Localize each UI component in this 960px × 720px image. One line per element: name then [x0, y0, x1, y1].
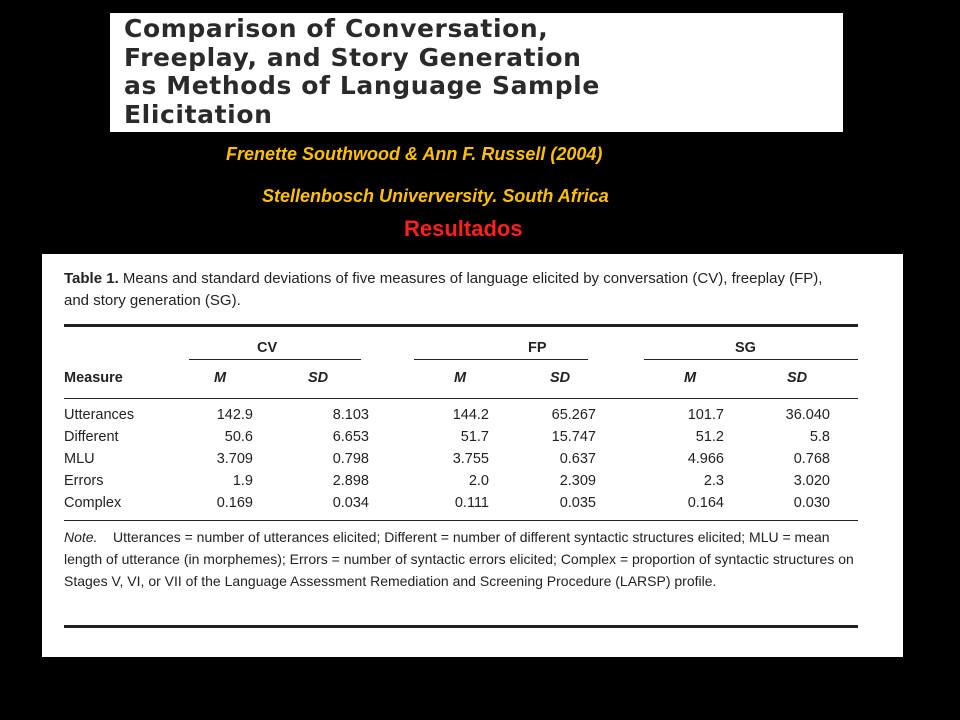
table-caption-label: Table 1.	[64, 270, 119, 287]
table-cell: 3.755	[452, 451, 489, 467]
title-line: Elicitation	[124, 99, 273, 129]
table-cell: 0.768	[793, 451, 830, 467]
row-measure: MLU	[64, 451, 95, 467]
table-cell: 0.164	[687, 495, 724, 511]
table-cell: 8.103	[332, 407, 369, 423]
body-bottom-rule	[64, 520, 858, 521]
subheader-sd: SD	[308, 370, 329, 386]
table-cell: 0.798	[332, 451, 369, 467]
table-cell: 0.637	[559, 451, 596, 467]
table-note-text: Utterances = number of utterances elicited; Different = number of different syntactic structures elicited; MLU = mean length of utterance (in morphemes); Errors = number of syntactic errors elicited; Complex = proportion of syntactic structures on Stages V, VI, or VII of the Language Assessment Remediation and Screening Procedure (LARSP) profile.	[64, 529, 854, 589]
table-note	[64, 526, 864, 592]
table-cell: 142.9	[216, 407, 253, 423]
section-title: Resultados	[404, 216, 523, 241]
title-line: as Methods of Language Sample	[124, 71, 600, 100]
group-rule-sg	[644, 359, 858, 360]
table-caption-text: Means and standard deviations of five measures of language elicited by conversation (CV), freeplay (FP), and story generation (SG).	[64, 270, 823, 309]
row-measure: Complex	[64, 495, 122, 511]
group-rule-cv	[189, 359, 361, 360]
table-cell: 50.6	[224, 429, 253, 445]
subheader-m: M	[214, 370, 227, 386]
table-bottom-rule	[64, 625, 858, 628]
row-measure: Utterances	[64, 407, 135, 423]
measure-header: Measure	[64, 370, 123, 386]
table-cell: 0.169	[216, 495, 253, 511]
table-cell: 2.0	[468, 473, 489, 489]
table-cell: 3.020	[793, 473, 830, 489]
subheader-m: M	[684, 370, 697, 386]
subheader-sd: SD	[550, 370, 571, 386]
subheader-m: M	[454, 370, 467, 386]
table-cell: 144.2	[452, 407, 489, 423]
table-cell: 0.111	[454, 495, 489, 511]
results-table	[42, 254, 903, 657]
table-cell: 6.653	[332, 429, 369, 445]
table-cell: 101.7	[687, 407, 724, 423]
title-line: Freeplay, and Story Generation	[124, 42, 582, 72]
group-header-sg: SG	[735, 340, 756, 356]
table-cell: 4.966	[687, 451, 724, 467]
authors: Frenette Southwood & Ann F. Russell (2004)	[226, 144, 603, 164]
header-rule	[64, 398, 858, 399]
row-measure: Errors	[64, 473, 104, 489]
table-cell: 2.309	[559, 473, 596, 489]
university: Stellenbosch Univerversity. South Africa	[262, 186, 609, 206]
group-header-cv: CV	[257, 340, 278, 356]
table-cell: 15.747	[551, 429, 596, 445]
table-cell: 0.035	[559, 495, 596, 511]
table-cell: 65.267	[551, 407, 596, 423]
table-note-label: Note.	[64, 529, 98, 545]
table-cell: 2.3	[703, 473, 724, 489]
title-line: Comparison of Conversation,	[124, 14, 549, 43]
table-caption	[64, 268, 844, 312]
row-measure: Different	[64, 429, 119, 445]
subheader-sd: SD	[787, 370, 808, 386]
group-rule-fp	[414, 359, 588, 360]
table-cell: 51.2	[695, 429, 724, 445]
table-cell: 36.040	[785, 407, 830, 423]
table-cell: 2.898	[332, 473, 369, 489]
table-cell: 1.9	[232, 473, 253, 489]
table-cell: 0.034	[332, 495, 369, 511]
table-cell: 5.8	[809, 429, 830, 445]
table-cell: 0.030	[793, 495, 830, 511]
table-cell: 51.7	[460, 429, 489, 445]
table-cell: 3.709	[216, 451, 253, 467]
group-header-fp: FP	[528, 340, 547, 356]
title-image	[110, 13, 843, 132]
table-top-rule	[64, 324, 858, 327]
